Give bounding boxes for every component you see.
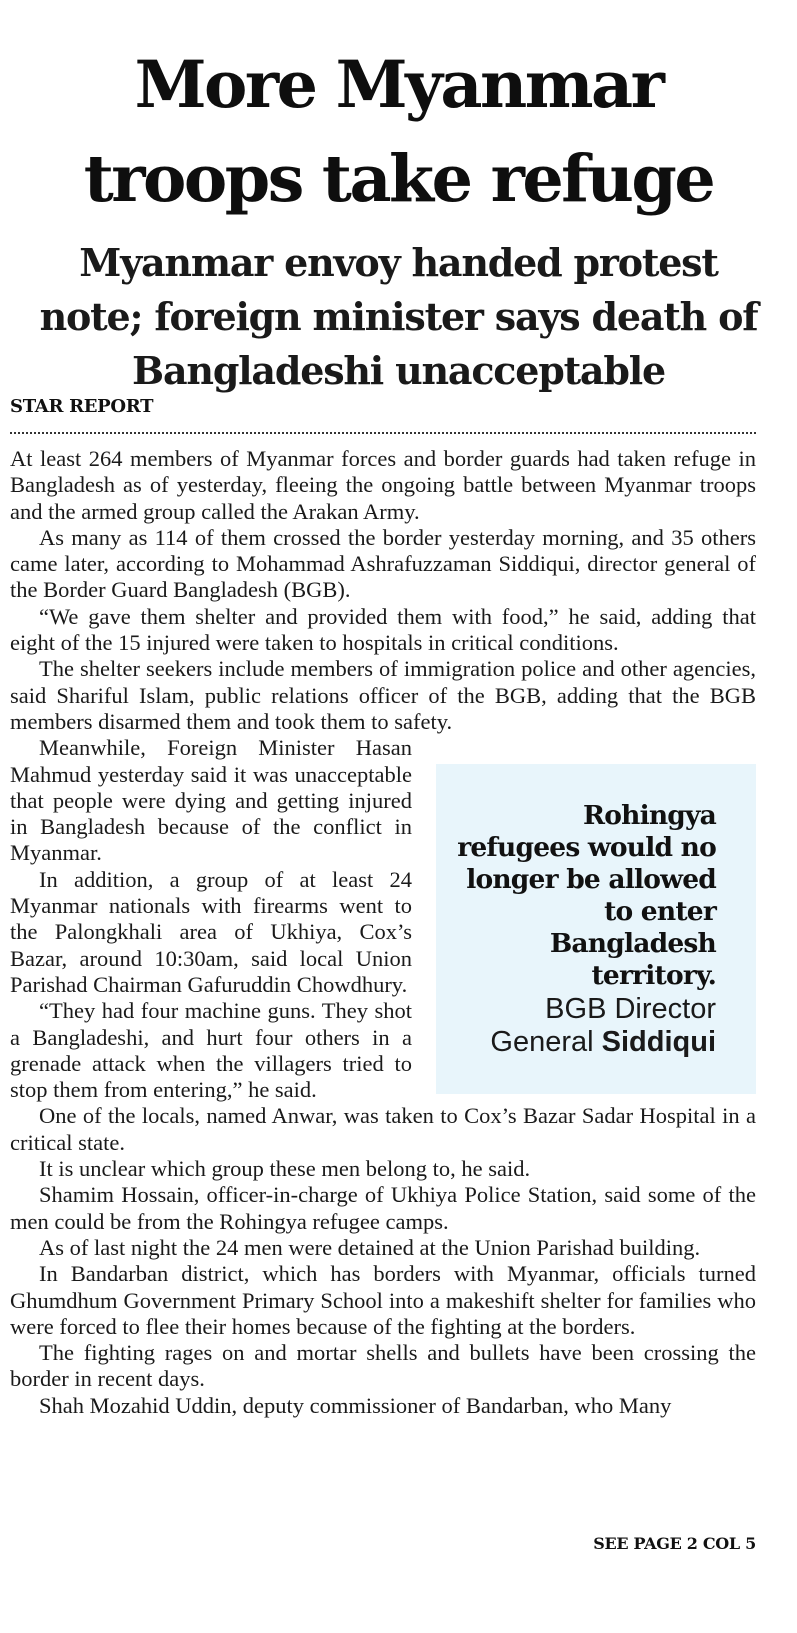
- headline-line-1: More Myanmar: [134, 47, 663, 123]
- body-paragraph: “We gave them shelter and provided them with food,” he said, adding that eight of the 15 injured were taken to hospitals in critical conditions.: [10, 603, 756, 656]
- article-body: [10, 446, 756, 1419]
- subheadline-line-2: note; foreign minister says death of: [39, 294, 758, 339]
- continued-on-page-link[interactable]: SEE PAGE 2 COL 5: [593, 1534, 756, 1553]
- body-paragraph: Shamim Hossain, officer-in-charge of Ukhiya Police Station, said some of the men could be from the Rohingya refugee camps.: [10, 1182, 756, 1234]
- subheadline-line-3: Bangladeshi unacceptable: [132, 348, 665, 393]
- body-paragraph: At least 264 members of Myanmar forces and border guards had taken refuge in Bangladesh as of yesterday, fleeing the ongoing battle between Myanmar troops and the armed group called the Arakan Army.: [10, 446, 756, 524]
- subheadline: [0, 236, 797, 398]
- body-paragraph: In addition, a group of at least 24 Myanmar nationals with firearms went to the Palongkhali area of Ukhiya, Cox’s Bazar, around 10:30am, said local Union Parishad Chairman Gafuruddin Chowdhury.: [10, 866, 412, 997]
- body-paragraph: Meanwhile, Foreign Minister Hasan Mahmud yesterday said it was unacceptable that people were dying and getting injured in Bangladesh because of the conflict in Myanmar.: [10, 735, 412, 866]
- pull-quote: [436, 764, 756, 1094]
- body-paragraph: One of the locals, named Anwar, was taken to Cox’s Bazar Sadar Hospital in a critical state.: [10, 1103, 756, 1155]
- body-paragraph: The fighting rages on and mortar shells and bullets have been crossing the border in recent days.: [10, 1340, 756, 1392]
- byline: STAR REPORT: [10, 396, 154, 417]
- body-paragraph: It is unclear which group these men belong to, he said.: [39, 1156, 531, 1182]
- body-paragraph: “They had four machine guns. They shot a Bangladeshi, and hurt four others in a grenade attack when the villagers tried to stop them from entering,” he said.: [10, 998, 412, 1103]
- pull-quote-attribution-title: BGB Director General: [490, 993, 716, 1059]
- body-paragraph: The shelter seekers include members of immigration police and other agencies, said Shariful Islam, public relations officer of the BGB, adding that the BGB members disarmed them and took them to safety.: [10, 656, 756, 734]
- subheadline-line-1: Myanmar envoy handed protest: [79, 240, 718, 285]
- dotted-divider: [10, 432, 756, 434]
- pull-quote-text: Rohingya refugees would no longer be allowed to enter Bangladesh territory.: [457, 800, 716, 992]
- body-paragraph: In Bandarban district, which has borders with Myanmar, officials turned Ghumdhum Government Primary School into a makeshift shelter for families who were forced to flee their homes because of the fighting at the borders.: [10, 1261, 756, 1339]
- pull-quote-attribution-name: Siddiqui: [601, 1026, 716, 1059]
- pull-quote-attribution: [456, 993, 716, 1059]
- headline-line-2: troops take refuge: [83, 141, 714, 217]
- body-paragraph: Shah Mozahid Uddin, deputy commissioner of Bandarban, who Many: [39, 1392, 672, 1418]
- headline: [0, 38, 797, 226]
- body-paragraph: As of last night the 24 men were detained at the Union Parishad building.: [39, 1234, 701, 1260]
- body-paragraph: As many as 114 of them crossed the border yesterday morning, and 35 others came later, according to Mohammad Ashrafuzzaman Siddiqui, director general of the Border Guard Bangladesh (BGB).: [10, 524, 756, 603]
